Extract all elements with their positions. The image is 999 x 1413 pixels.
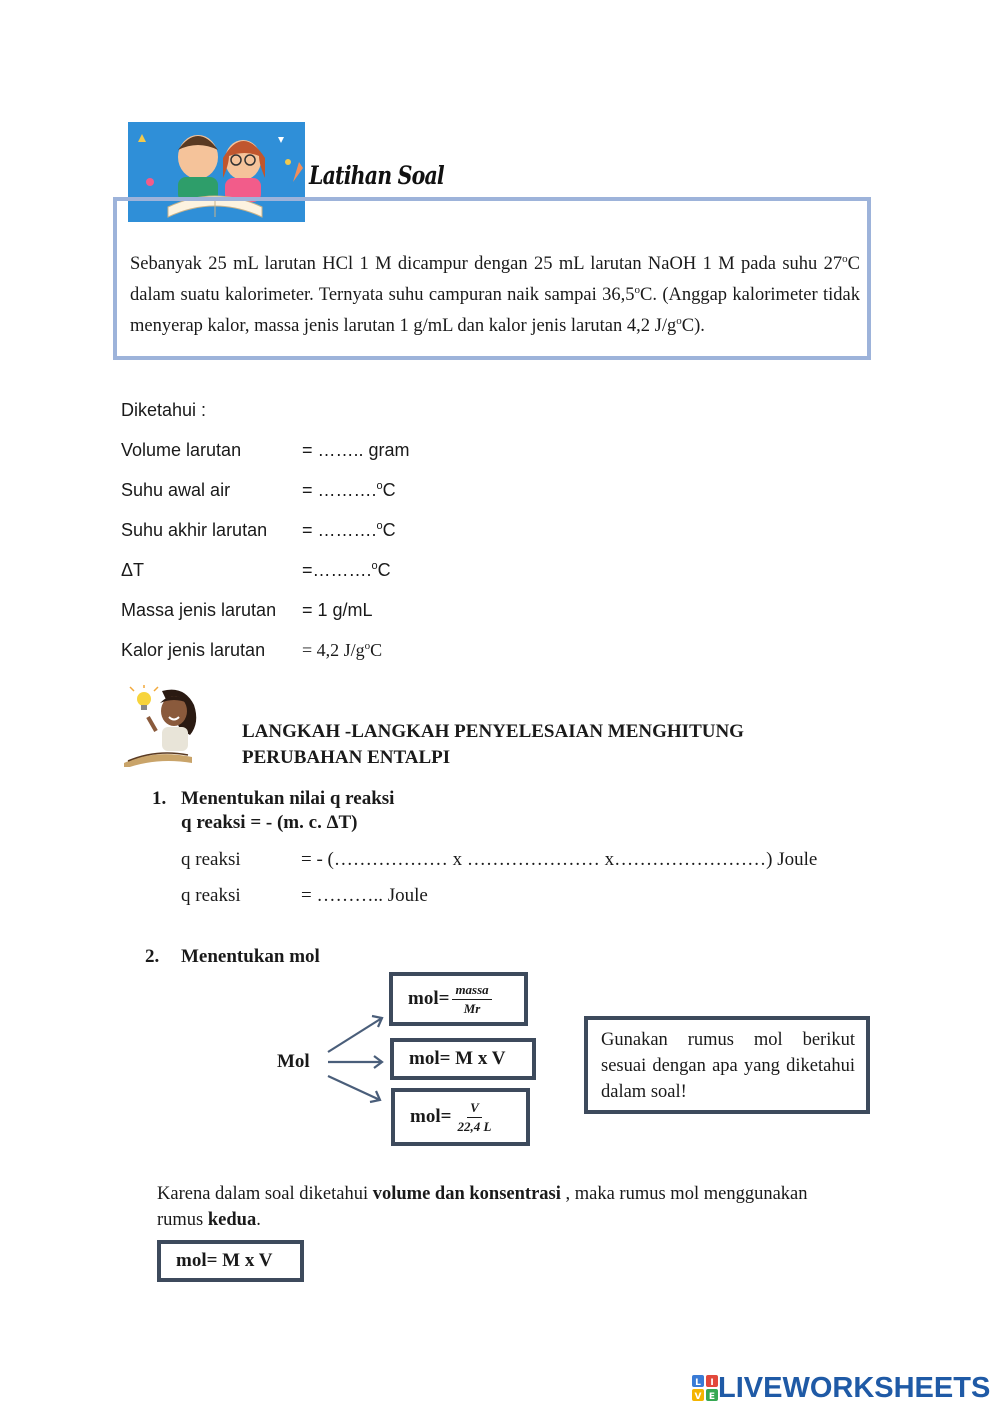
svg-text:L: L [695,1378,701,1388]
known-row-initial-temp: Suhu awal air = ……….$^o$C [121,480,396,500]
formula-v-over-22-4: mol= $\frac{V}{22,4 L}$ [391,1088,530,1146]
formula-mass-over-mr: mol= $\frac{\text{massa}}{Mr}$ [389,972,528,1026]
known-row-volume: Volume larutan = …….. gram [121,440,410,460]
known-row-density: Massa jenis larutan = 1 g/mL [121,600,373,620]
blank-input[interactable]: = ………. [302,520,377,540]
blank-input[interactable]: = …….. gram [302,440,410,460]
page-title: Latihan Soal [309,161,444,190]
svg-text:E: E [708,1392,716,1401]
brand-name: LIVEWORKSHEETS [718,1371,991,1404]
liveworksheets-logo-icon [692,1375,718,1401]
final-formula-box: mol= M x V [157,1240,304,1282]
formula-m-times-v: mol= M x V [390,1038,536,1080]
q-reaction-row-1: q reaksi = - (……………… x ………………… x……………………) Joule [181,849,818,870]
blank-input[interactable]: = - (……………… x ………………… x……………………) Joule [301,849,818,870]
mol-label: Mol [277,1051,310,1072]
liveworksheets-logo [692,1372,990,1404]
step1-title: 1. Menentukan nilai q reaksi [152,788,395,809]
steps-heading: LANGKAH -LANGKAH PENYELESAIAN MENGHITUNG PERUBAHAN ENTALPI [242,721,744,768]
blank-input[interactable]: = ……….. Joule [301,885,428,906]
known-row-final-temp: Suhu akhir larutan = ……….$^o$C [121,520,396,540]
known-row-delta-t: ΔT =……….$^o$C [121,560,391,580]
conclusion-text: Karena dalam soal diketahui volume dan konsentrasi , maka rumus mol menggunakan rumus kedua. [157,1184,808,1230]
question-text: Sebanyak 25 mL larutan HCl 1 M dicampur dengan 25 mL larutan NaOH 1 M pada suhu 27$^o$C dalam suatu kalorimeter. Ternyata suhu campuran naik sampai 36,5$^o$C. (Anggap kalorimeter tidak menyerap kalor, massa jenis larutan 1 g/mL dan kalor jenis larutan 4,2 $J/g^oC$). [130,253,861,337]
arrow-to-formula-3 [328,1076,380,1100]
q-reaction-row-2: q reaksi = ……….. Joule [181,885,428,906]
fraction: $\frac{V}{22,4 L}$ [457,1099,492,1134]
known-heading: Diketahui : [121,400,207,420]
girl-thinking-illustration [122,685,202,767]
svg-text:I: I [710,1378,714,1388]
step1-formula: q reaksi = - (m. c. ΔT) [181,812,358,833]
step2-title: 2. Menentukan mol [145,946,320,967]
fraction: $\frac{\text{massa}}{Mr}$ [452,982,491,1017]
known-row-specific-heat: Kalor jenis larutan = 4,2 $J/g^oC$ [121,640,383,660]
blank-input[interactable]: = ………. [302,480,377,500]
svg-text:V: V [694,1392,702,1401]
arrow-to-formula-1 [328,1018,382,1052]
note-text: Gunakan rumus mol berikut sesuai dengan apa yang diketahui dalam soal! [601,1030,855,1102]
blank-input[interactable]: =………. [302,560,372,580]
mol-arrows [320,1010,390,1110]
lightbulb-icon [122,685,202,767]
